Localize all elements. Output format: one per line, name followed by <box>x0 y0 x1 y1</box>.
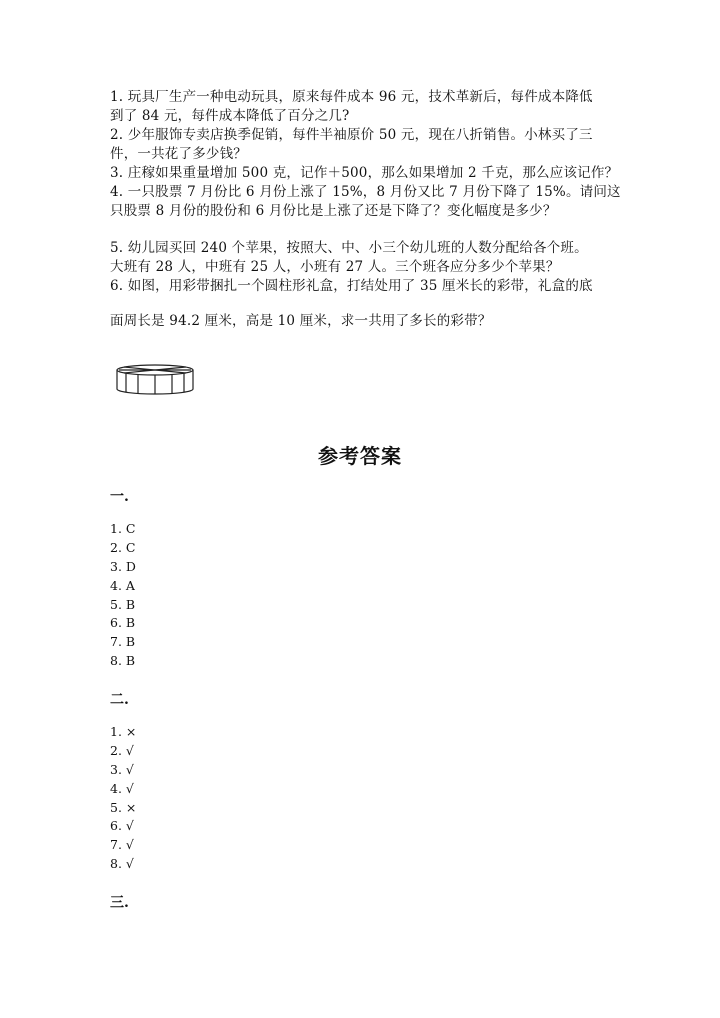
section-1-answer-1: 1. C <box>110 521 136 536</box>
section-2-answer-8: 8. √ <box>110 856 134 871</box>
section-2-answer-7: 7. √ <box>110 837 134 852</box>
section-1-answer-3: 3. D <box>110 559 136 574</box>
question-2-line-1: 2. 少年服饰专卖店换季促销，每件半袖原价 50 元，现在八折销售。小林买了三 <box>110 127 593 143</box>
section-2-answer-4: 4. √ <box>110 781 134 796</box>
section-2-answer-5: 5. × <box>110 800 137 815</box>
question-3-line-1: 3. 庄稼如果重量增加 500 克，记作＋500，那么如果增加 2 千克，那么应该记作？ <box>110 165 619 181</box>
question-6-line-2: 面周长是 94.2 厘米，高是 10 厘米，求一共用了多长的彩带？ <box>110 313 492 329</box>
section-1-answer-7: 7. B <box>110 634 136 649</box>
question-5-line-2: 大班有 28 人，中班有 25 人，小班有 27 人。三个班各应分多少个苹果？ <box>110 259 560 275</box>
section-3-heading: 三. <box>110 895 129 911</box>
section-1-answer-2: 2. C <box>110 540 136 555</box>
section-1-answer-8: 8. B <box>110 653 136 668</box>
question-1-line-1: 1. 玩具厂生产一种电动玩具，原来每件成本 96 元，技术革新后，每件成本降低 <box>110 89 593 105</box>
section-1-answer-6: 6. B <box>110 615 136 630</box>
answer-key-title: 参考答案 <box>318 444 402 468</box>
section-1-answer-5: 5. B <box>110 597 136 612</box>
section-2-answer-1: 1. × <box>110 724 137 739</box>
question-6-line-1: 6. 如图，用彩带捆扎一个圆柱形礼盒，打结处用了 35 厘米长的彩带，礼盒的底 <box>110 278 593 294</box>
cylinder-gift-box-figure <box>114 362 196 398</box>
question-5-line-1: 5. 幼儿园买回 240 个苹果，按照大、中、小三个幼儿班的人数分配给各个班。 <box>110 240 588 256</box>
section-2-answer-2: 2. √ <box>110 743 134 758</box>
section-2-heading: 二. <box>110 692 129 708</box>
section-1-heading: 一. <box>110 489 129 505</box>
question-2-line-2: 件，一共花了多少钱？ <box>110 146 247 162</box>
question-4-line-2: 只股票 8 月份的股份和 6 月份比是上涨了还是下降了？变化幅度是多少？ <box>110 203 557 219</box>
section-1-answer-4: 4. A <box>110 578 135 593</box>
question-4-line-1: 4. 一只股票 7 月份比 6 月份上涨了 15%，8 月份又比 7 月份下降了 15%。请问这 <box>110 184 621 200</box>
question-1-line-2: 到了 84 元，每件成本降低了百分之几? <box>110 108 350 124</box>
section-2-answer-6: 6. √ <box>110 818 134 833</box>
section-2-answer-3: 3. √ <box>110 762 134 777</box>
